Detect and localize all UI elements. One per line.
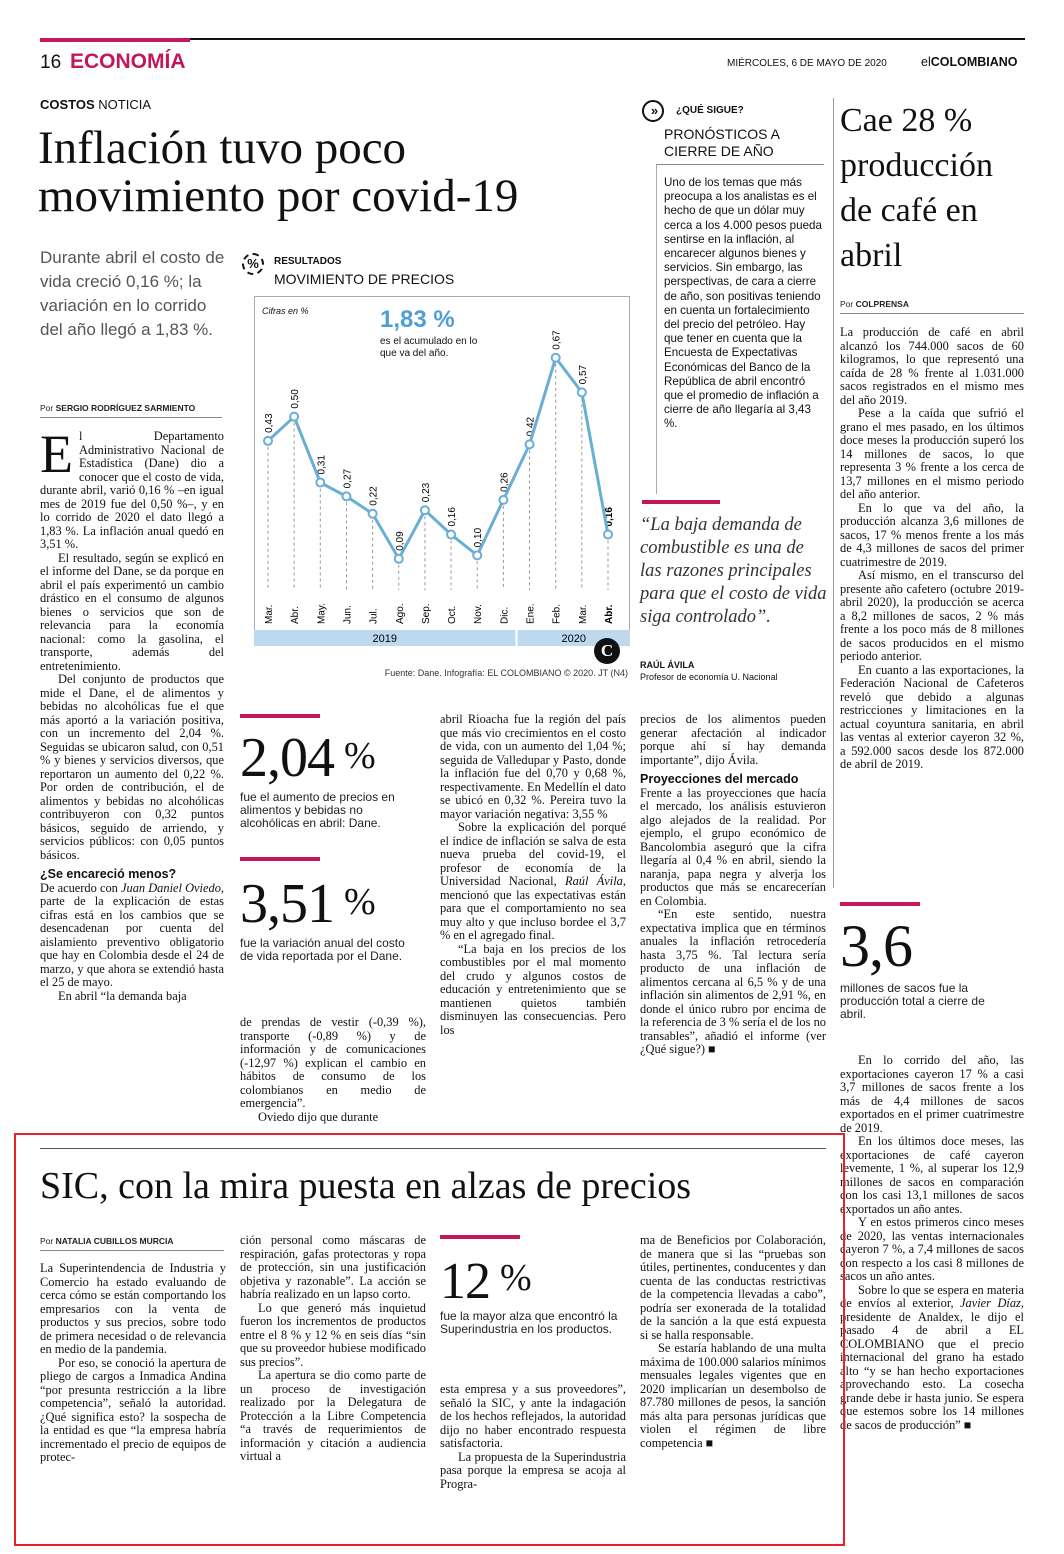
sic-stat-unit: % <box>500 1257 531 1299</box>
chart-category-label: Dic. <box>499 606 511 624</box>
sic-stat-bar <box>440 1235 520 1239</box>
masthead-el: el <box>921 55 931 69</box>
chart-category-label: Ago. <box>394 603 406 624</box>
chart-point <box>552 354 560 362</box>
chart-category-label: Oct. <box>447 605 459 624</box>
main-col1-p3: Del conjunto de productos que mide el Dane, el de alimentos y bebidas no alcohólicas fue el que más aportó a la variación positiva, con un incremento del 2,04 %. Seguidas se ubicaron salud, con 0,51 % y bienes y servicios diversos, que reportaron un aumento del 0,22 %. Por orden de contribución, el de alimentos y bebidas no alcohólicas contribuyeron con 0,32 puntos básicos, seguido de arriendo, y servicios públicos: con 0,05 puntos básicos. <box>40 672 224 862</box>
coffee-p1: La producción de café en abril alcanzó los 744.000 sacos de 60 kilogramos, lo que representó una caída de 28 % frente al 1.031.000 sacos registrados en el mismo mes del año 2019. <box>840 325 1024 407</box>
que-sigue-title: PRONÓSTICOS A CIERRE DE AÑO <box>664 126 780 159</box>
chart-category-label: Feb. <box>551 603 563 624</box>
stat2-caption: fue la variación anual del costo de vida reportada por el Dane. <box>240 936 405 963</box>
main-column-2 <box>240 1016 426 1124</box>
chart-value-label: 0,57 <box>577 364 589 385</box>
sic-stat-number: 12 <box>440 1253 490 1310</box>
sic-column-4 <box>640 1234 826 1450</box>
chart-category-label: Ene. <box>525 603 537 624</box>
stat1-value <box>240 727 375 789</box>
main-col2-p1: de prendas de vestir (-0,39 %), transporte (-0,89 %) y de información y de comunicaciones (-12,97 %) explican el cambio en hábitos de consumo de los colombianos en medio de emergencia”. <box>240 1015 426 1110</box>
issue-date: MIÉRCOLES, 6 DE MAYO DE 2020 <box>727 58 887 69</box>
chart-value-label: 0,22 <box>368 486 380 506</box>
sic-byline <box>40 1236 174 1246</box>
main-col3-p2a: Sobre la explicación del porqué el índice de inflación se salva de esta nueva prueba del covid-19, el profesor de economía de la Universidad Nacional, <box>440 820 626 888</box>
stat1-bar <box>240 714 320 718</box>
sic-byline-rule <box>40 1250 224 1251</box>
chart-value-label: 0,10 <box>473 527 485 548</box>
percent-badge-icon: % <box>242 253 264 275</box>
chart-category-label: Nov. <box>473 604 485 624</box>
chart-point <box>447 531 455 539</box>
sic-col1-p2: Por eso, se conoció la apertura de pliego de cargos a Inmadica Andina “por presunta restricción a la libre competencia”, señaló la autoridad. ¿Qué significa esto? la sospecha de la entidad es que “la empresa habría incrementado el precio de equipos de protec- <box>40 1355 226 1464</box>
chart-point <box>290 413 298 421</box>
main-column-3 <box>440 713 626 1037</box>
chart-point <box>499 496 507 504</box>
coffee-p9b: , presidente de Analdex, le dijo el pasado 4 de abril a EL COLOMBIANO que el precio internacional del grano ha estado alto “y se han hecho exportaciones aprovechando esto. La cosecha grande debe ir hasta junio. Se espera que estemos sobre los 14 millones de sacos de producción” ■ <box>840 1296 1024 1432</box>
coffee-p3: En lo que va del año, la producción alcanza 3,6 millones de sacos, 17 % menos frente a los más de 4,3 millones de sacos del primer cuatrimestre de 2019. <box>840 500 1024 569</box>
que-sigue-text: Uno de los temas que más preocupa a los analistas es el hecho de que un dólar muy cerca a los 4.000 pesos pueda sentirse en la inflación, al encarecer algunos bienes y servicios. Sin embargo, las perspectivas, de cara a cierre de año, son positivas teniendo en cuenta un fortalecimiento del precio del petróleo. Hay que tener en cuenta que la Encuesta de Expectativas Económicas del Banco de la República de abril encontró que el promedio de inflación a cierre de año llegaría al 3,43 %. <box>664 176 822 431</box>
coffee-p7: En los últimos doce meses, las exportaciones de café cayeron levemente, 1 %, al superar los 12,9 millones de sacos en comparación con los casi 13,1 millones de sacos exportados un año antes. <box>840 1134 1024 1216</box>
sic-stat-caption: fue la mayor alza que encontró la Superindustria en los productos. <box>440 1309 618 1336</box>
coffee-p4: Así mismo, en el transcurso del presente año cafetero (octubre 2019-abril 2020), la producción se acerca a 8,2 millones de sacos, 2 % más frente a los poco más de 8 millones de sacos producidos en el mismo periodo anterior. <box>840 568 1024 663</box>
dropcap: E <box>40 424 73 484</box>
que-sigue-vrule <box>656 164 657 494</box>
main-col1-p1: l Departamento Administrativo Nacional de Estadística (Dane) dio a conocer que el costo de vida, durante abril, varió 0,16 % –en igual mes de 2019 fue del 0,50 %–, y en lo corrido de 2020 el dato llegó a 1,83 %. La inflación anual quedó en 3,51 %. <box>40 429 224 551</box>
chart-value-label: 0,26 <box>499 472 511 492</box>
main-col3-p3: “La baja en los precios de los combustibles por el mal momento del crudo y algunos costos de educación y entretenimiento que se mantienen quietos también disminuyen las consecuencias. Pero los <box>440 941 626 1037</box>
coffee-stat-caption: millones de sacos fue la producción total a cierre de abril. <box>840 981 985 1021</box>
sic-col4-p2: Se estaría hablando de una multa máxima de 100.000 salarios mínimos mensuales legales vigentes que en 2020 implicarían un desembolso de 87.780 millones de pesos, la sanción más alta para personas jurídicas que violen el régimen de libre competencia ■ <box>640 1341 826 1450</box>
coffee-p9name: Javier Díaz <box>960 1296 1021 1310</box>
chart-point <box>578 388 586 396</box>
chart-point <box>395 555 403 563</box>
byline-name: SERGIO RODRÍGUEZ SARMIENTO <box>55 403 196 413</box>
chart-value-label: 0,16 <box>447 507 459 527</box>
sic-col2-p3: La apertura se dio como parte de un proceso de investigación realizado por la Delegatura de Protección a la Libre Competencia “a través de requerimientos de información y citación a audiencia virtual a <box>240 1368 426 1463</box>
sic-col4-p1: ma de Beneficios por Colaboración, de manera que si las “pruebas son útiles, pertinentes, conducentes y dan cuenta de las conductas restrictivas de la competencia llevadas a cabo”, podría ser exonerada de la totalidad de la sanción a la que está expuesta si se halla responsable. <box>640 1233 826 1342</box>
main-byline <box>40 403 195 413</box>
quote-role: Profesor de economía U. Nacional <box>640 672 778 682</box>
chart-source: Fuente: Dane. Infografía: EL COLOMBIANO © 2020. JT (N4) <box>384 668 628 678</box>
chart-value-label: 0,09 <box>394 531 406 551</box>
el-colombiano-logo-icon: C <box>594 638 620 664</box>
chart-value-label: 0,31 <box>316 455 328 475</box>
sic-byline-name: NATALIA CUBILLOS MURCIA <box>55 1236 174 1246</box>
main-col1-p4name: Juan Daniel Oviedo <box>121 880 221 895</box>
coffee-byline-rule <box>840 313 1024 314</box>
main-col1-p4b: , parte de la explicación de estas cifras está en los cambios que se desencadenan por cuenta del aislamiento preventivo obligatorio que hay en Colombia desde el 24 de marzo, y que ahora se extendió hasta el 25 de mayo. <box>40 880 224 989</box>
coffee-byline <box>840 299 909 309</box>
main-col4-p1: precios de los alimentos pueden generar afectación al indicador porque ahí sí hay demanda importante”, dijo Ávila. <box>640 712 826 767</box>
coffee-body-1 <box>840 326 1024 772</box>
section-name: ECONOMÍA <box>70 50 186 73</box>
chart-year-label: 2019 <box>372 633 397 645</box>
stat2-number: 3,51 <box>240 873 334 935</box>
kicker-light: NOTICIA <box>98 97 152 112</box>
coffee-vrule <box>833 98 834 888</box>
que-sigue-label: ¿QUÉ SIGUE? <box>676 105 744 116</box>
main-column-1 <box>40 424 224 1003</box>
chart-point <box>369 510 377 518</box>
quote-author: RAÚL ÁVILA <box>640 660 695 670</box>
chevrons-icon: » <box>642 100 664 122</box>
byline-rule <box>40 417 222 418</box>
stat2-unit: % <box>344 881 375 923</box>
coffee-p8: Y en estos primeros cinco meses de 2020, las ventas internacionales cayeron 7 %, a 7,4 millones de sacos con respecto a los casi 8 millones de sacos un año antes. <box>840 1215 1024 1283</box>
chart-point <box>421 506 429 514</box>
chart-value-label: 0,67 <box>551 330 563 350</box>
coffee-byline-name: COLPRENSA <box>855 299 909 309</box>
coffee-p5: En cuanto a las exportaciones, la Federación Nacional de Cafeteros reveló que debido a algunas restricciones y limitaciones en la actual coyuntura sanitaria, en abril las ventas al exterior cayeron 32 %, a 592.000 sacos desde los 872.000 de abril de 2019. <box>840 662 1024 771</box>
coffee-stat-bar <box>840 902 920 906</box>
sic-column-2 <box>240 1234 426 1464</box>
masthead <box>921 55 1018 69</box>
sic-col1-p1: La Superintendencia de Industria y Comercio ha estado evaluando de cerca cómo se están comportando los empresarios con la venta de productos y sus precios, sobre todo de primera necesidad o de relevancia en medio de la pandemia. <box>40 1261 226 1356</box>
chart-category-label: Jun. <box>342 605 354 624</box>
chart-point <box>526 440 534 448</box>
stat2-value <box>240 873 375 935</box>
coffee-p2: Pese a la caída que sufrió el grano el mes pasado, en los últimos doce meses la producción superó los 14 millones de sacos, lo que representa 3 % frente a los cerca de 13,7 millones en el mismo periodo del año anterior. <box>840 406 1024 501</box>
chart-category-label: Jul. <box>368 608 380 624</box>
sic-column-3 <box>440 1383 626 1491</box>
chart-value-label: 0,16 <box>604 507 615 527</box>
chart-units: Cifras en % <box>262 306 309 316</box>
chart-category-label: Abr. <box>604 604 615 624</box>
coffee-stat-value: 3,6 <box>840 913 912 979</box>
sic-col2-p1: ción personal como máscaras de respiración, gafas protectoras y ropa de protección, sin una justificación objetiva y razonable”. La acción se habría realizado en un lapso corto. <box>240 1233 426 1301</box>
chart-category-label: May. <box>316 603 328 624</box>
pull-quote: “La baja demanda de combustible es una de las razones principales para que el costo de vida siga controlado”. <box>640 515 827 627</box>
chart-svg <box>238 250 632 650</box>
main-col4-p3: “En este sentido, nuestra expectativa implica que en términos anuales la inflación retrocedería hasta 3,75 %. Tal lectura sería producto de una inflación de alimentos cercana al 6,5 % y de una inflación sin alimentos de 2,91 %, en donde el único rubro por encima de la referencia de 3 % sería el de los no transables”, añadió el informe (ver ¿Qué sigue?) ■ <box>640 907 826 1056</box>
coffee-body-2 <box>840 1054 1024 1432</box>
chart-year-label: 2020 <box>561 633 586 645</box>
sic-byline-prefix: Por <box>40 1236 54 1246</box>
stat2-bar <box>240 857 320 861</box>
sic-headline: SIC, con la mira puesta en alzas de precios <box>40 1165 692 1207</box>
main-col3-p2name: Raúl Ávila <box>565 874 623 888</box>
chart-point <box>604 531 612 539</box>
chart-value-label: 0,42 <box>525 416 537 437</box>
chart-highlight-value: 1,83 % <box>380 306 455 333</box>
infographic-title: MOVIMIENTO DE PRECIOS <box>274 271 455 287</box>
stat1-unit: % <box>344 735 375 777</box>
sic-col3-p1: esta empresa y a sus proveedores”, señaló la SIC, y ante la indagación de los hechos reflejados, la autoridad dijo no haber encontrado respuesta satisfactoria. <box>440 1382 626 1450</box>
chart-value-label: 0,43 <box>264 413 275 433</box>
chart-category-label: Mar. <box>577 604 589 624</box>
chart-point <box>342 492 350 500</box>
main-col2-p2: Oviedo dijo que durante <box>258 1109 379 1124</box>
chart-point <box>316 479 324 487</box>
chart-highlight-text: es el acumulado en lo que va del año. <box>380 336 478 359</box>
main-col1-p4a: De acuerdo con <box>40 880 121 895</box>
coffee-headline: Cae 28 % producción de café en abril <box>840 102 993 274</box>
chart-point <box>264 437 272 445</box>
main-column-4 <box>640 713 826 1057</box>
coffee-p6: En lo corrido del año, las exportaciones cayeron 17 % a casi 3,7 millones de sacos frente a los más de 4,4 millones de sacos exportados en el primer cuatrimestre de 2019. <box>840 1053 1024 1135</box>
stat1-number: 2,04 <box>240 727 334 789</box>
coffee-byline-prefix: Por <box>840 299 854 309</box>
kicker-bold: COSTOS <box>40 97 95 112</box>
sic-col3-p2: La propuesta de la Superindustria pasa porque la empresa se acoja al Progra- <box>440 1449 626 1491</box>
byline-prefix: Por <box>40 403 54 413</box>
main-subhead-1: ¿Se encareció menos? <box>40 867 177 881</box>
chart-value-label: 0,50 <box>290 389 302 409</box>
sic-column-1 <box>40 1262 226 1465</box>
chart-value-label: 0,27 <box>342 468 354 489</box>
sic-stat-value <box>440 1250 531 1310</box>
masthead-name: COLOMBIANO <box>930 55 1018 69</box>
chart-point <box>473 551 481 559</box>
quote-bar <box>642 500 720 504</box>
chart-category-label: Sep. <box>420 603 432 624</box>
main-subhead-2: Proyecciones del mercado <box>640 772 799 786</box>
stat1-caption: fue el aumento de precios en alimentos y bebidas no alcohólicas en abril: Dane. <box>240 790 395 830</box>
main-headline: Inflación tuvo poco movimiento por covid-19 <box>38 122 519 222</box>
sic-top-rule <box>40 1148 826 1149</box>
main-col3-p2b: , mencionó que las expectativas están para que el comportamiento no sea muy alto y que incluso bordee el 3,7 % en el agregado final. <box>440 874 626 942</box>
main-col4-p2: Frente a las proyecciones que hacía el mercado, los análisis estuvieron algo alejados de la realidad. Por ejemplo, el grupo económico de Bancolombia aseguró que la cifra llegaría al 0,4 % en abril, siendo la naranja, papa negra y alverja los productos que más se encarecerían en Colombia. <box>640 785 826 908</box>
main-col3-p1: abril Rioacha fue la región del país que más vio crecimientos en el costo de vida, con un aumento del 1,04 %; seguida de Valledupar y Pasto, donde la inflación fue del 0,70 y 0,68 %, respectivamente. En Medellín el dato se ubicó en 0,32 %. Pereira tuvo la mayor variación negativa: 3,55 % <box>440 712 626 821</box>
page-number: 16 <box>40 52 62 73</box>
sic-col2-p2: Lo que generó más inquietud fueron los incrementos de productos entre el 8 % y 12 % en seis días “sin que su proveedor hubiese modificado sus precios”. <box>240 1300 426 1369</box>
main-col1-p2: El resultado, según se explicó en el informe del Dane, se da porque en abril el país experimentó un cambio drástico en el consumo de algunos bienes o servicios que son de relevancia para la economía nacional: como la gasolina, el transporte, además del entretenimiento. <box>40 550 224 673</box>
que-sigue-rule <box>656 164 824 165</box>
main-col1-p5: En abril “la demanda baja <box>58 988 187 1003</box>
header-accent <box>40 38 190 42</box>
infographic <box>238 250 632 690</box>
chart-value-label: 0,23 <box>420 482 432 503</box>
kicker <box>40 97 151 112</box>
deck: Durante abril el costo de vida creció 0,16 %; la variación en lo corrido del año llegó a 1,83 %. <box>40 248 225 339</box>
chart-category-label: Mar. <box>264 604 275 624</box>
infographic-label: RESULTADOS <box>274 256 342 267</box>
chart-category-label: Abr. <box>290 606 302 624</box>
coffee-p9a: Sobre lo que se espera en materia de envíos al exterior, <box>840 1282 1024 1310</box>
